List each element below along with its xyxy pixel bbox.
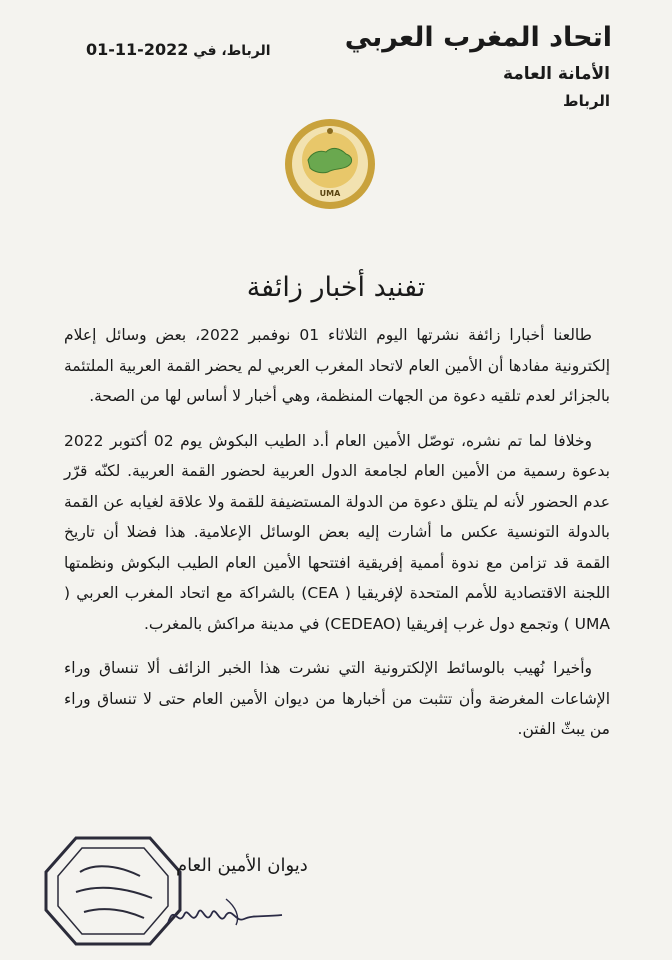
paragraph-3: وأخيرا نُهيب بالوسائط الإلكترونية التي نشرت هذا الخبر الزائف ألا تنساق وراء الإشاعات المغرضة وأن تتثبت من أخبارها من ديوان الأمين العام حتى لا تنساق وراء من يبثّ الفتن. [64, 659, 610, 738]
paragraph-1: طالعنا أخبارا زائفة نشرتها اليوم الثلاثاء 01 نوفمبر 2022، بعض وسائل إعلام إلكترونية مفادها أن الأمين العام لاتحاد المغرب العربي لم يحضر القمة العربية الملتئمة بالجزائر لعدم تلقيه دعوة من الجهات المنظمة، وهي أخبار لا أساس لها من الصحة. [64, 326, 610, 405]
place-prefix: الرباط، في [193, 43, 271, 59]
document-body [64, 320, 610, 759]
logo-label: UMA [319, 189, 341, 198]
signoff-label: ديوان الأمين العام [176, 855, 308, 876]
city-label: الرباط [563, 92, 610, 110]
general-secretariat-label: الأمانة العامة [502, 64, 610, 84]
place-date-line [86, 40, 271, 59]
official-stamp-icon [40, 832, 186, 950]
document-title: تفنيد أخبار زائفة [246, 272, 426, 303]
paragraph-2: وخلافا لما تم نشره، توصّل الأمين العام أ.د الطيب البكوش يوم 02 أكتوبر 2022 بدعوة رسمية من الأمين العام لجامعة الدول العربية لحضور القمة العربية. لكنّه قرّر عدم الحضور لأنه لم يتلق دعوة من الدولة المستضيفة للقمة ولا علاقة لغيابه عن القمة بالدولة التونسية عكس ما أشارت إليه بعض الوسائل الإعلامية. هذا فضلا أن تاريخ القمة قد تزامن مع ندوة أممية إفريقية افتتحها الأمين العام الطيب البكوش ونظمتها اللجنة الاقتصادية للأمم المتحدة لإفريقيا ( CEA) بالشراكة مع اتحاد المغرب العربي ( UMA ) وتجمع دول غرب إفريقيا (CEDEAO) في مدينة مراكش بالمغرب. [64, 431, 611, 633]
uma-emblem-icon [282, 116, 378, 212]
organization-name: اتحاد المغرب العربي [344, 22, 612, 53]
handwritten-signature-icon [166, 893, 286, 933]
letter-date: 2022-11-01 [86, 40, 189, 59]
